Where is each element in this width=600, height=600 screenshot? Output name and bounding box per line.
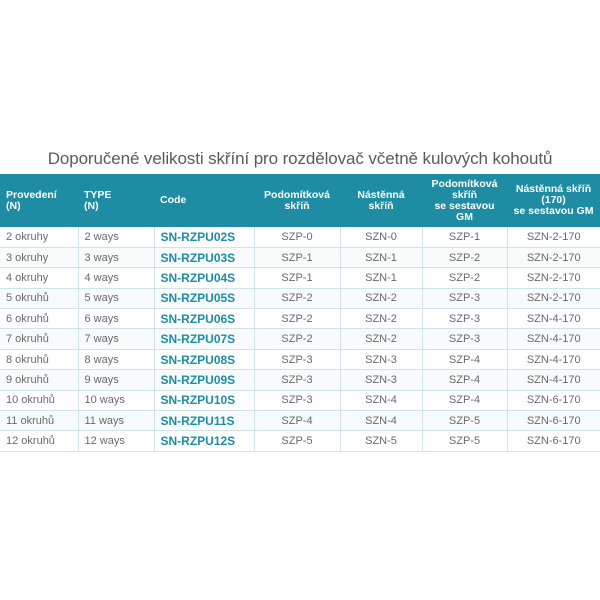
cell-code: SN-RZPU11S	[154, 411, 254, 431]
cell-nastenna-skrin: SZN-1	[340, 247, 422, 267]
cell-nastenna-skrin: SZN-3	[340, 370, 422, 390]
cell-nastenna-skrin-170-gm: SZN-2-170	[507, 288, 600, 308]
cell-nastenna-skrin: SZN-4	[340, 411, 422, 431]
spec-table	[0, 174, 600, 452]
cell-provedeni: 3 okruhy	[0, 247, 78, 267]
cell-provedeni: 5 okruhů	[0, 288, 78, 308]
cell-podomitkova-skrin-gm: SZP-3	[422, 288, 507, 308]
cell-podomitkova-skrin: SZP-1	[254, 268, 340, 288]
cell-podomitkova-skrin-gm: SZP-4	[422, 370, 507, 390]
header-cell-podomitkova-skrin-gm: Podomítková skříň se sestavou GM	[422, 174, 507, 227]
cell-type: 2 ways	[78, 227, 154, 247]
cell-podomitkova-skrin: SZP-2	[254, 309, 340, 329]
cell-provedeni: 9 okruhů	[0, 370, 78, 390]
cell-type: 4 ways	[78, 268, 154, 288]
table-row	[0, 349, 600, 369]
cell-podomitkova-skrin: SZP-3	[254, 349, 340, 369]
cell-provedeni: 2 okruhy	[0, 227, 78, 247]
cell-podomitkova-skrin-gm: SZP-4	[422, 349, 507, 369]
table-row	[0, 329, 600, 349]
cell-code: SN-RZPU06S	[154, 309, 254, 329]
header-cell-provedeni: Provedení (N)	[0, 174, 78, 227]
cell-nastenna-skrin: SZN-1	[340, 268, 422, 288]
cell-nastenna-skrin: SZN-2	[340, 288, 422, 308]
table-row	[0, 268, 600, 288]
cell-podomitkova-skrin: SZP-5	[254, 431, 340, 451]
cell-type: 11 ways	[78, 411, 154, 431]
header-cell-type: TYPE (N)	[78, 174, 154, 227]
cell-podomitkova-skrin: SZP-2	[254, 288, 340, 308]
cell-nastenna-skrin: SZN-2	[340, 329, 422, 349]
cell-code: SN-RZPU03S	[154, 247, 254, 267]
cell-type: 7 ways	[78, 329, 154, 349]
cell-podomitkova-skrin: SZP-4	[254, 411, 340, 431]
cell-type: 6 ways	[78, 309, 154, 329]
cell-nastenna-skrin-170-gm: SZN-4-170	[507, 329, 600, 349]
cell-type: 5 ways	[78, 288, 154, 308]
cell-nastenna-skrin-170-gm: SZN-6-170	[507, 411, 600, 431]
cell-code: SN-RZPU08S	[154, 349, 254, 369]
cell-provedeni: 6 okruhů	[0, 309, 78, 329]
cell-podomitkova-skrin-gm: SZP-5	[422, 431, 507, 451]
cell-podomitkova-skrin-gm: SZP-4	[422, 390, 507, 410]
cell-type: 8 ways	[78, 349, 154, 369]
cell-nastenna-skrin: SZN-4	[340, 390, 422, 410]
table-header-row	[0, 174, 600, 227]
cell-type: 10 ways	[78, 390, 154, 410]
cell-provedeni: 7 okruhů	[0, 329, 78, 349]
cell-podomitkova-skrin-gm: SZP-2	[422, 247, 507, 267]
cell-podomitkova-skrin: SZP-1	[254, 247, 340, 267]
table-row	[0, 288, 600, 308]
cell-nastenna-skrin-170-gm: SZN-2-170	[507, 268, 600, 288]
cell-podomitkova-skrin-gm: SZP-1	[422, 227, 507, 247]
cell-code: SN-RZPU09S	[154, 370, 254, 390]
table-row	[0, 227, 600, 247]
cell-provedeni: 11 okruhů	[0, 411, 78, 431]
cell-code: SN-RZPU05S	[154, 288, 254, 308]
cell-code: SN-RZPU12S	[154, 431, 254, 451]
header-cell-code: Code	[154, 174, 254, 227]
cell-nastenna-skrin-170-gm: SZN-4-170	[507, 349, 600, 369]
cell-podomitkova-skrin: SZP-0	[254, 227, 340, 247]
cell-type: 12 ways	[78, 431, 154, 451]
cell-podomitkova-skrin-gm: SZP-3	[422, 329, 507, 349]
cell-provedeni: 10 okruhů	[0, 390, 78, 410]
cell-code: SN-RZPU10S	[154, 390, 254, 410]
cell-code: SN-RZPU07S	[154, 329, 254, 349]
cell-podomitkova-skrin: SZP-3	[254, 370, 340, 390]
cell-nastenna-skrin-170-gm: SZN-6-170	[507, 390, 600, 410]
table-row	[0, 390, 600, 410]
cell-provedeni: 4 okruhy	[0, 268, 78, 288]
cell-podomitkova-skrin: SZP-3	[254, 390, 340, 410]
cell-nastenna-skrin: SZN-3	[340, 349, 422, 369]
header-cell-nastenna-skrin-170-gm: Nástěnná skříň (170) se sestavou GM	[507, 174, 600, 227]
table-row	[0, 247, 600, 267]
cell-provedeni: 8 okruhů	[0, 349, 78, 369]
cell-nastenna-skrin: SZN-2	[340, 309, 422, 329]
table-row	[0, 309, 600, 329]
cell-nastenna-skrin-170-gm: SZN-2-170	[507, 247, 600, 267]
cell-nastenna-skrin-170-gm: SZN-4-170	[507, 309, 600, 329]
header-cell-nastenna-skrin: Nástěnná skříň	[340, 174, 422, 227]
cell-type: 9 ways	[78, 370, 154, 390]
cell-code: SN-RZPU04S	[154, 268, 254, 288]
cell-type: 3 ways	[78, 247, 154, 267]
cell-nastenna-skrin-170-gm: SZN-6-170	[507, 431, 600, 451]
cell-nastenna-skrin: SZN-0	[340, 227, 422, 247]
cell-nastenna-skrin-170-gm: SZN-4-170	[507, 370, 600, 390]
cell-podomitkova-skrin: SZP-2	[254, 329, 340, 349]
cell-nastenna-skrin-170-gm: SZN-2-170	[507, 227, 600, 247]
header-cell-podomitkova-skrin: Podomítková skříň	[254, 174, 340, 227]
cell-podomitkova-skrin-gm: SZP-3	[422, 309, 507, 329]
cell-nastenna-skrin: SZN-5	[340, 431, 422, 451]
table-row	[0, 431, 600, 451]
page-title: Doporučené velikosti skříní pro rozdělovač včetně kulových kohoutů	[47, 149, 553, 168]
cell-podomitkova-skrin-gm: SZP-5	[422, 411, 507, 431]
table-row	[0, 370, 600, 390]
cell-code: SN-RZPU02S	[154, 227, 254, 247]
table-row	[0, 411, 600, 431]
cell-podomitkova-skrin-gm: SZP-2	[422, 268, 507, 288]
cell-provedeni: 12 okruhů	[0, 431, 78, 451]
table-body	[0, 227, 600, 451]
